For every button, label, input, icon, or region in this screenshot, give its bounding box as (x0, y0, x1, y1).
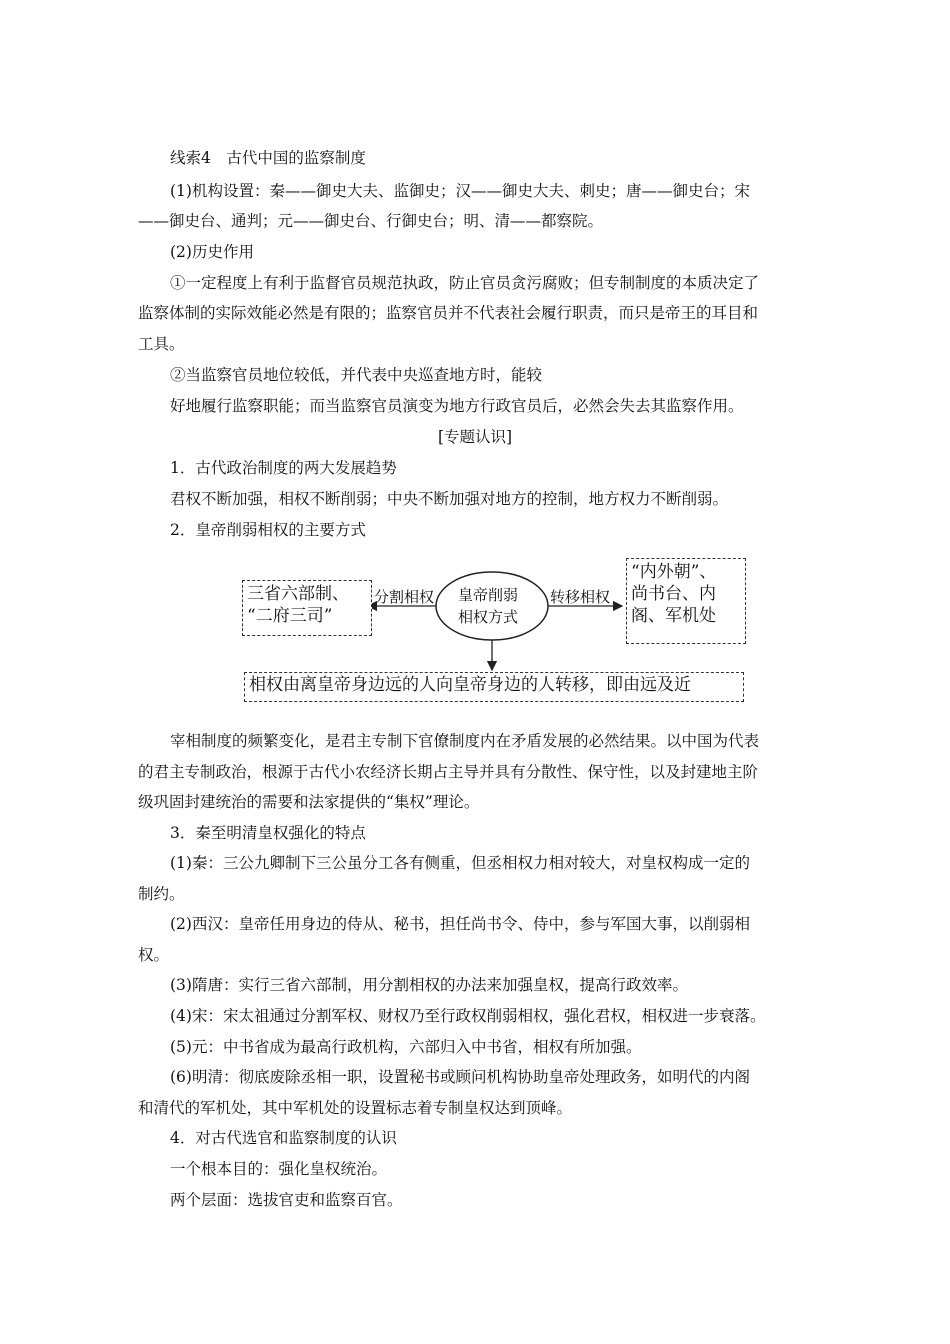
numbered-heading: 1．古代政治制度的两大发展趋势 (170, 459, 397, 477)
subheading: (2)历史作用 (170, 243, 254, 261)
center-label-2: 相权方式 (458, 608, 519, 626)
numbered-heading: 4．对古代选官和监察制度的认识 (170, 1129, 397, 1147)
paragraph-line: (4)宋：宋太祖通过分割军权、财权乃至行政权削弱相权，强化君权，相权进一步衰落。 (170, 1007, 766, 1025)
paragraph-line: 一个根本目的：强化皇权统治。 (170, 1160, 388, 1178)
paragraph-line: (2)西汉：皇帝任用身边的侍从、秘书，担任尚书令、侍中，参与军国大事，以削弱相 (170, 915, 750, 933)
paragraph-line: 和清代的军机处，其中军机处的设置标志着专制皇权达到顶峰。 (138, 1099, 573, 1117)
paragraph-line: 工具。 (138, 335, 185, 353)
paragraph-line: (1)秦：三公九卿制下三公虽分工各有侧重，但丞相权力相对较大，对皇权构成一定的 (170, 854, 750, 872)
numbered-heading: 3．秦至明清皇权强化的特点 (170, 824, 366, 842)
weaken-chancellor-diagram (228, 548, 758, 708)
clue-title: 线索4 古代中国的监察制度 (170, 149, 366, 167)
left-box (242, 580, 372, 636)
paragraph-line: 好地履行监察职能；而当监察官员演变为地方行政官员后，必然会失去其监察作用。 (170, 397, 744, 415)
paragraph-line: (3)隋唐：实行三省六部制，用分割相权的办法来加强皇权，提高行政效率。 (170, 976, 688, 994)
left-box-line: “二府三司” (247, 606, 333, 626)
paragraph-line: 制约。 (138, 885, 185, 903)
split-power-label: 分割相权 (374, 588, 435, 606)
paragraph-line: 宰相制度的频繁变化，是君主专制下官僚制度内在矛盾发展的必然结果。以中国为代表 (170, 732, 760, 750)
paragraph-line: 两个层面：选拔官吏和监察百官。 (170, 1191, 403, 1209)
section-heading: [专题认识] (437, 428, 513, 446)
paragraph-line: ①一定程度上有利于监督官员规范执政，防止官员贪污腐败；但专制制度的本质决定了 (170, 274, 760, 292)
right-box (626, 558, 746, 644)
bottom-box (244, 672, 744, 702)
numbered-heading: 2．皇帝削弱相权的主要方式 (170, 521, 366, 539)
bottom-box-text: 相权由离皇帝身边远的人向皇帝身边的人转移，即由远及近 (249, 675, 691, 695)
paragraph-line: ②当监察官员地位较低，并代表中央巡查地方时，能较 (170, 366, 543, 384)
paragraph-line: 的君主专制政治，根源于古代小农经济长期占主导并具有分散性、保守性，以及封建地主阶 (138, 763, 759, 781)
paragraph-line: ——御史台、通判；元——御史台、行御史台；明、清——都察院。 (138, 212, 604, 230)
paragraph-line: (5)元：中书省成为最高行政机构，六部归入中书省，相权有所加强。 (170, 1038, 642, 1056)
paragraph-line: (1)机构设置：秦——御史大夫、监御史；汉——御史大夫、刺史；唐——御史台；宋 (170, 182, 750, 200)
paragraph-line: 监察体制的实际效能必然是有限的；监察官员并不代表社会履行职责，而只是帝王的耳目和 (138, 304, 759, 322)
transfer-power-label: 转移相权 (550, 588, 611, 606)
right-box-line: 尚书台、内 (631, 584, 716, 604)
center-label-1: 皇帝削弱 (458, 586, 519, 604)
right-box-line: 阁、军机处 (631, 606, 716, 626)
paragraph-line: 权。 (138, 946, 170, 964)
paragraph-line: (6)明清：彻底废除丞相一职，设置秘书或顾问机构协助皇帝处理政务，如明代的内阁 (170, 1068, 750, 1086)
paragraph-line: 君权不断加强，相权不断削弱；中央不断加强对地方的控制，地方权力不断削弱。 (170, 490, 729, 508)
paragraph-line: 级巩固封建统治的需要和法家提供的“集权”理论。 (138, 793, 480, 811)
right-box-line: “内外朝”、 (631, 562, 717, 582)
left-box-line: 三省六部制、 (247, 584, 349, 604)
